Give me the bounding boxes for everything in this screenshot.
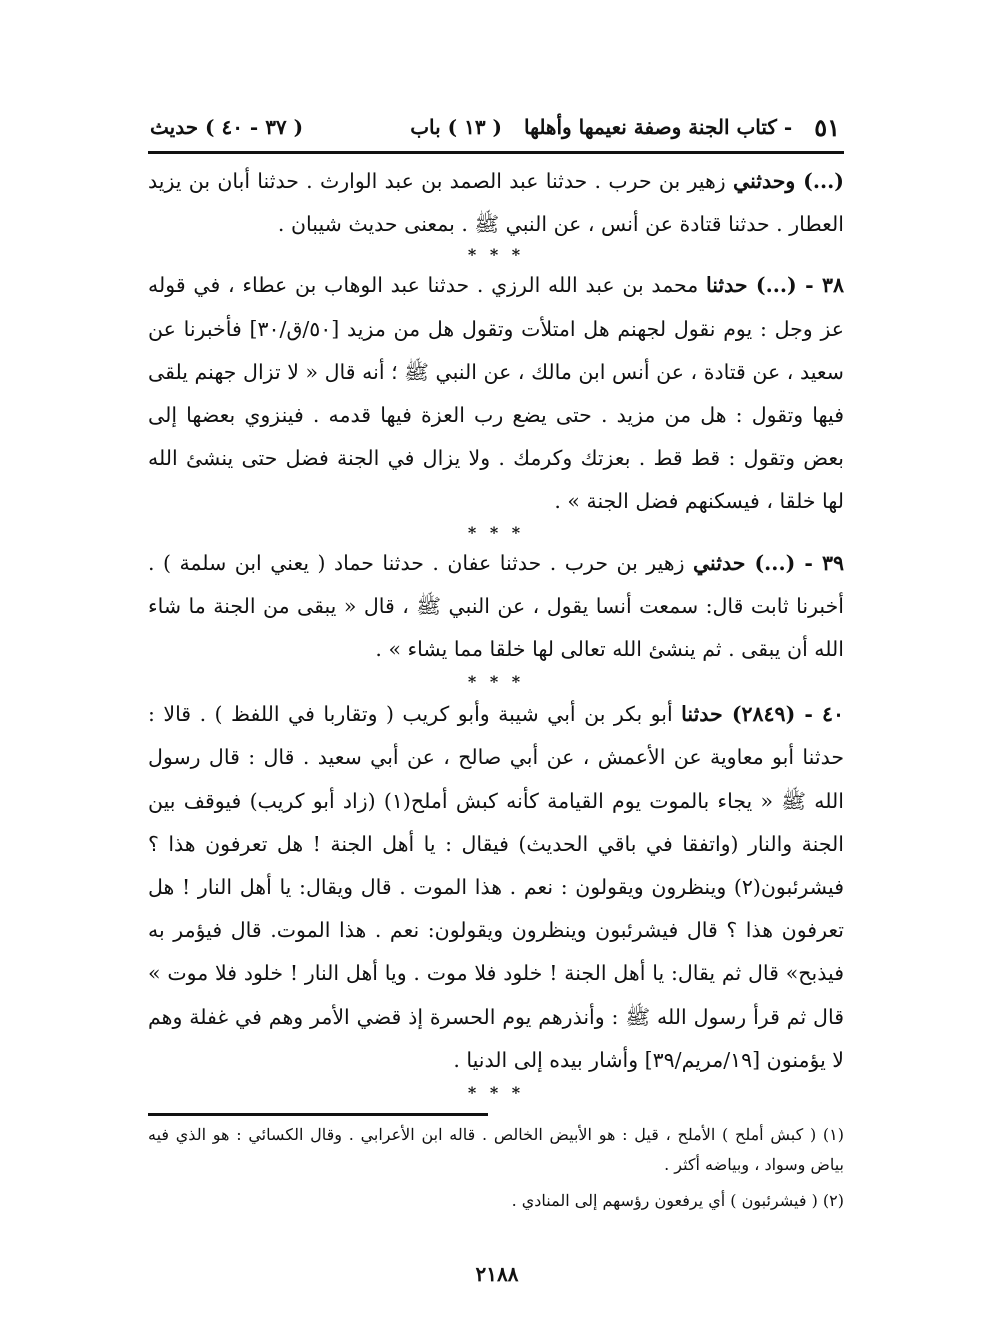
hadith-block <box>148 264 844 523</box>
hadith-text: زهير بن حرب . حدثنا عبد الصمد بن عبد الوارث . حدثنا أبان بن يزيد العطار . حدثنا قتادة عن أنس ، عن النبي ﷺ . بمعنى حديث شيبان . <box>148 169 844 237</box>
footnote-divider <box>148 1113 488 1116</box>
section-separator: * * * <box>467 522 525 542</box>
hadith-lead: (...) وحدثني <box>732 169 844 193</box>
section-separator: * * * <box>467 1083 525 1103</box>
header-divider <box>148 151 844 154</box>
header-chapter: ( ١٣ ) باب <box>410 115 502 139</box>
hadith-text: أبو بكر بن أبي شيبة وأبو كريب ( وتقاربا في اللفظ ) . قالا : حدثنا أبو معاوية عن الأعمش ، عن أبي صالح ، عن أبي سعيد . قال : قال رسول الله ﷺ « يجاء بالموت يوم القيامة كأنه كبش أملح(١) (زاد أبو كريب) فيوقف بين الجنة والنار (واتفقا في باقي الحديث) فيقال : يا أهل الجنة ! هل تعرفون هذا ؟ فيشرئبون(٢) وينظرون ويقولون : نعم . هذا الموت . قال ويقال: يا أهل النار ! هل تعرفون هذا ؟ قال فيشرئبون وينظرون ويقولون: نعم . هذا الموت. قال فيؤمر به فيذبح» قال ثم يقال: يا أهل الجنة ! خلود فلا موت . ويا أهل النار ! خلود فلا موت » قال ثم قرأ رسول الله ﷺ : وأنذرهم يوم الحسرة إذ قضي الأمر وهم في غفلة وهم لا يؤمنون [١٩/مريم/٣٩] وأشار بيده إلى الدنيا . <box>148 702 844 1072</box>
hadith-block <box>148 160 844 246</box>
footnote: (١) ( كبش أملح ) الأملح ، قيل : هو الأبيض الخالص . قاله ابن الأعرابي . وقال الكسائي : هو الذي فيه بياض وسواد ، وبياضه أكثر . <box>148 1125 844 1174</box>
page-header <box>150 104 840 150</box>
header-right <box>410 113 840 142</box>
hadith-text: زهير بن حرب . حدثنا عفان . حدثنا حماد ( يعني ابن سلمة ) . أخبرنا ثابت قال: سمعت أنسا يقول ، عن النبي ﷺ ، قال « يبقى من الجنة ما شاء الله أن يبقى . ثم ينشئ الله تعالى لها خلقا مما يشاء » . <box>148 550 844 662</box>
header-book-title: - كتاب الجنة وصفة نعيمها وأهلها <box>524 115 793 139</box>
footnote: (٢) ( فيشرئبون ) أي يرفعون رؤسهم إلى المنادي . <box>511 1191 844 1210</box>
hadith-lead: ٤٠ - (٢٨٤٩) حدثنا <box>681 702 844 727</box>
section-separator: * * * <box>467 245 525 265</box>
header-page-num: ٥١ <box>814 112 840 142</box>
section-separator: * * * <box>467 672 525 692</box>
hadith-lead: ٣٨ - (...) حدثنا <box>706 273 844 298</box>
page-body <box>148 160 844 1104</box>
header-hadith-range: ( ٣٧ - ٤٠ ) حديث <box>150 115 304 139</box>
hadith-text: محمد بن عبد الله الرزي . حدثنا عبد الوهاب بن عطاء ، في قوله عز وجل : يوم نقول لجهنم هل امتلأت وتقول هل من مزيد [٥٠/ق/٣٠] فأخبرنا عن سعيد ، عن قتادة ، عن أنس ابن مالك ، عن النبي ﷺ ؛ أنه قال « لا تزال جهنم يلقى فيها وتقول : هل من مزيد . حتى يضع رب العزة فيها قدمه . فينزوي بعضها إلى بعض وتقول : قط قط . بعزتك وكرمك . ولا يزال في الجنة فضل حتى ينشئ الله لها خلقا ، فيسكنهم فضل الجنة » . <box>148 273 844 514</box>
page-number: ٢١٨٨ <box>475 1262 519 1286</box>
hadith-lead: ٣٩ - (...) حدثني <box>692 550 844 575</box>
hadith-block <box>148 693 844 1082</box>
footnotes <box>148 1120 844 1222</box>
hadith-block <box>148 542 844 672</box>
